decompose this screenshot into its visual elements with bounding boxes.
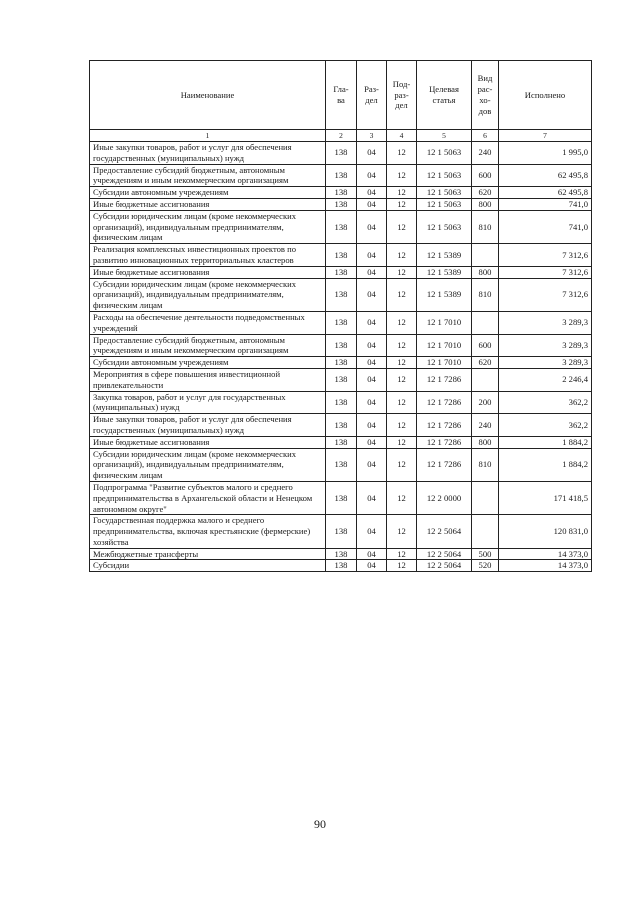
cell-podrazdel: 12 (387, 142, 417, 165)
cell-ispolneno: 741,0 (499, 198, 592, 210)
cell-name: Субсидии автономным учреждениям (90, 187, 326, 199)
cell-ispolneno: 62 495,8 (499, 187, 592, 199)
cell-vid-raskhodov (472, 311, 499, 334)
header-name: Наименование (90, 61, 326, 130)
table-row (90, 266, 592, 278)
cell-vid-raskhodov: 200 (472, 391, 499, 414)
cell-vid-raskhodov: 800 (472, 266, 499, 278)
cell-razdel: 04 (357, 560, 387, 572)
cell-glava: 138 (326, 548, 357, 560)
cell-tselevaya-statya: 12 1 7286 (417, 391, 472, 414)
cell-tselevaya-statya: 12 1 7286 (417, 414, 472, 437)
cell-glava: 138 (326, 334, 357, 357)
cell-glava: 138 (326, 198, 357, 210)
cell-name: Иные закупки товаров, работ и услуг для обеспечения государственных (муниципальных) нужд (90, 414, 326, 437)
cell-vid-raskhodov: 600 (472, 334, 499, 357)
column-number-row (90, 130, 592, 142)
table-row (90, 164, 592, 187)
cell-vid-raskhodov: 800 (472, 436, 499, 448)
cell-ispolneno: 362,2 (499, 414, 592, 437)
cell-tselevaya-statya: 12 2 0000 (417, 481, 472, 514)
cell-podrazdel: 12 (387, 198, 417, 210)
cell-glava: 138 (326, 448, 357, 481)
cell-tselevaya-statya: 12 1 7286 (417, 368, 472, 391)
table-row (90, 278, 592, 311)
table-header-row (90, 61, 592, 130)
cell-ispolneno: 7 312,6 (499, 266, 592, 278)
cell-razdel: 04 (357, 436, 387, 448)
cell-glava: 138 (326, 142, 357, 165)
cell-podrazdel: 12 (387, 481, 417, 514)
header-tselevaya-statya: Целевая статья (417, 61, 472, 130)
table-row (90, 334, 592, 357)
table-row (90, 560, 592, 572)
cell-name: Подпрограмма "Развитие субъектов малого и среднего предпринимательства в Архангельской области и Ненецком автономном округе" (90, 481, 326, 514)
cell-name: Иные бюджетные ассигнования (90, 266, 326, 278)
cell-razdel: 04 (357, 278, 387, 311)
cell-glava: 138 (326, 210, 357, 243)
cell-tselevaya-statya: 12 2 5064 (417, 548, 472, 560)
cell-name: Реализация комплексных инвестиционных проектов по развитию инновационных территориальных кластеров (90, 244, 326, 267)
table-row (90, 414, 592, 437)
table-row (90, 357, 592, 369)
cell-podrazdel: 12 (387, 311, 417, 334)
cell-ispolneno: 7 312,6 (499, 244, 592, 267)
cell-tselevaya-statya: 12 1 7010 (417, 334, 472, 357)
cell-ispolneno: 3 289,3 (499, 334, 592, 357)
table-row (90, 210, 592, 243)
cell-glava: 138 (326, 414, 357, 437)
cell-tselevaya-statya: 12 1 5389 (417, 266, 472, 278)
table-body (90, 142, 592, 572)
cell-podrazdel: 12 (387, 187, 417, 199)
column-number: 3 (357, 130, 387, 142)
cell-razdel: 04 (357, 210, 387, 243)
cell-ispolneno: 62 495,8 (499, 164, 592, 187)
cell-ispolneno: 362,2 (499, 391, 592, 414)
cell-podrazdel: 12 (387, 414, 417, 437)
cell-ispolneno: 3 289,3 (499, 357, 592, 369)
header-glava: Гла- ва (326, 61, 357, 130)
table-row (90, 391, 592, 414)
cell-name: Субсидии юридическим лицам (кроме некоммерческих организаций), индивидуальным предпринимателям, физическим лицам (90, 448, 326, 481)
cell-tselevaya-statya: 12 1 5063 (417, 187, 472, 199)
cell-razdel: 04 (357, 414, 387, 437)
table-row (90, 481, 592, 514)
header-vid-raskhodov: Вид рас- хо- дов (472, 61, 499, 130)
cell-tselevaya-statya: 12 1 5063 (417, 198, 472, 210)
table-row (90, 548, 592, 560)
cell-vid-raskhodov: 600 (472, 164, 499, 187)
cell-tselevaya-statya: 12 1 5063 (417, 164, 472, 187)
cell-tselevaya-statya: 12 1 5063 (417, 142, 472, 165)
header-razdel: Раз- дел (357, 61, 387, 130)
cell-vid-raskhodov: 810 (472, 210, 499, 243)
cell-podrazdel: 12 (387, 266, 417, 278)
cell-vid-raskhodov: 500 (472, 548, 499, 560)
cell-tselevaya-statya: 12 1 7010 (417, 357, 472, 369)
cell-name: Иные бюджетные ассигнования (90, 198, 326, 210)
cell-name: Субсидии юридическим лицам (кроме некоммерческих организаций), индивидуальным предпринимателям, физическим лицам (90, 278, 326, 311)
cell-razdel: 04 (357, 142, 387, 165)
cell-razdel: 04 (357, 334, 387, 357)
cell-name: Закупка товаров, работ и услуг для государственных (муниципальных) нужд (90, 391, 326, 414)
cell-glava: 138 (326, 244, 357, 267)
cell-ispolneno: 1 884,2 (499, 448, 592, 481)
column-number: 4 (387, 130, 417, 142)
cell-vid-raskhodov (472, 244, 499, 267)
cell-razdel: 04 (357, 357, 387, 369)
cell-vid-raskhodov: 240 (472, 414, 499, 437)
cell-glava: 138 (326, 391, 357, 414)
table-row (90, 198, 592, 210)
cell-name: Иные закупки товаров, работ и услуг для обеспечения государственных (муниципальных) нужд (90, 142, 326, 165)
cell-podrazdel: 12 (387, 210, 417, 243)
cell-razdel: 04 (357, 481, 387, 514)
cell-razdel: 04 (357, 198, 387, 210)
cell-name: Иные бюджетные ассигнования (90, 436, 326, 448)
cell-ispolneno: 120 831,0 (499, 515, 592, 548)
table-row (90, 515, 592, 548)
column-number: 6 (472, 130, 499, 142)
cell-vid-raskhodov: 810 (472, 448, 499, 481)
cell-glava: 138 (326, 436, 357, 448)
cell-name: Межбюджетные трансферты (90, 548, 326, 560)
cell-podrazdel: 12 (387, 278, 417, 311)
cell-tselevaya-statya: 12 1 5063 (417, 210, 472, 243)
column-number: 1 (90, 130, 326, 142)
cell-ispolneno: 2 246,4 (499, 368, 592, 391)
cell-vid-raskhodov (472, 515, 499, 548)
cell-name: Расходы на обеспечение деятельности подведомственных учреждений (90, 311, 326, 334)
cell-vid-raskhodov: 620 (472, 187, 499, 199)
cell-name: Мероприятия в сфере повышения инвестиционной привлекательности (90, 368, 326, 391)
cell-tselevaya-statya: 12 1 5389 (417, 244, 472, 267)
cell-vid-raskhodov (472, 481, 499, 514)
cell-podrazdel: 12 (387, 548, 417, 560)
cell-ispolneno: 741,0 (499, 210, 592, 243)
cell-tselevaya-statya: 12 2 5064 (417, 515, 472, 548)
cell-name: Субсидии автономным учреждениям (90, 357, 326, 369)
cell-glava: 138 (326, 164, 357, 187)
cell-ispolneno: 14 373,0 (499, 548, 592, 560)
cell-name: Государственная поддержка малого и среднего предпринимательства, включая крестьянские (фермерские) хозяйства (90, 515, 326, 548)
table-row (90, 142, 592, 165)
cell-vid-raskhodov: 620 (472, 357, 499, 369)
cell-razdel: 04 (357, 187, 387, 199)
table-row (90, 187, 592, 199)
cell-razdel: 04 (357, 244, 387, 267)
header-podrazdel: Под- раз- дел (387, 61, 417, 130)
cell-tselevaya-statya: 12 1 5389 (417, 278, 472, 311)
cell-ispolneno: 171 418,5 (499, 481, 592, 514)
page-number: 90 (314, 817, 326, 831)
column-number: 2 (326, 130, 357, 142)
cell-ispolneno: 7 312,6 (499, 278, 592, 311)
cell-glava: 138 (326, 357, 357, 369)
cell-podrazdel: 12 (387, 334, 417, 357)
cell-vid-raskhodov (472, 368, 499, 391)
cell-podrazdel: 12 (387, 560, 417, 572)
cell-razdel: 04 (357, 311, 387, 334)
cell-name: Предоставление субсидий бюджетным, автономным учреждениям и иным некоммерческим организациям (90, 164, 326, 187)
cell-podrazdel: 12 (387, 164, 417, 187)
cell-tselevaya-statya: 12 1 7010 (417, 311, 472, 334)
cell-razdel: 04 (357, 164, 387, 187)
cell-name: Субсидии (90, 560, 326, 572)
cell-ispolneno: 1 884,2 (499, 436, 592, 448)
cell-glava: 138 (326, 515, 357, 548)
cell-vid-raskhodov: 800 (472, 198, 499, 210)
cell-vid-raskhodov: 520 (472, 560, 499, 572)
cell-glava: 138 (326, 368, 357, 391)
cell-podrazdel: 12 (387, 368, 417, 391)
table-row (90, 368, 592, 391)
cell-name: Предоставление субсидий бюджетным, автономным учреждениям и иным некоммерческим организациям (90, 334, 326, 357)
cell-name: Субсидии юридическим лицам (кроме некоммерческих организаций), индивидуальным предпринимателям, физическим лицам (90, 210, 326, 243)
cell-ispolneno: 3 289,3 (499, 311, 592, 334)
cell-glava: 138 (326, 187, 357, 199)
cell-glava: 138 (326, 560, 357, 572)
cell-glava: 138 (326, 311, 357, 334)
cell-podrazdel: 12 (387, 244, 417, 267)
cell-glava: 138 (326, 278, 357, 311)
cell-vid-raskhodov: 810 (472, 278, 499, 311)
cell-ispolneno: 14 373,0 (499, 560, 592, 572)
table-row (90, 448, 592, 481)
cell-podrazdel: 12 (387, 391, 417, 414)
cell-razdel: 04 (357, 266, 387, 278)
cell-razdel: 04 (357, 391, 387, 414)
cell-vid-raskhodov: 240 (472, 142, 499, 165)
cell-tselevaya-statya: 12 1 7286 (417, 448, 472, 481)
table-row (90, 311, 592, 334)
cell-podrazdel: 12 (387, 515, 417, 548)
cell-razdel: 04 (357, 368, 387, 391)
cell-podrazdel: 12 (387, 448, 417, 481)
cell-glava: 138 (326, 266, 357, 278)
table-row (90, 244, 592, 267)
cell-tselevaya-statya: 12 2 5064 (417, 560, 472, 572)
column-number: 5 (417, 130, 472, 142)
cell-razdel: 04 (357, 515, 387, 548)
cell-razdel: 04 (357, 448, 387, 481)
cell-podrazdel: 12 (387, 436, 417, 448)
cell-glava: 138 (326, 481, 357, 514)
cell-razdel: 04 (357, 548, 387, 560)
cell-tselevaya-statya: 12 1 7286 (417, 436, 472, 448)
column-number: 7 (499, 130, 592, 142)
table-row (90, 436, 592, 448)
cell-podrazdel: 12 (387, 357, 417, 369)
budget-execution-table (89, 60, 592, 572)
cell-ispolneno: 1 995,0 (499, 142, 592, 165)
header-ispolneno: Исполнено (499, 61, 592, 130)
